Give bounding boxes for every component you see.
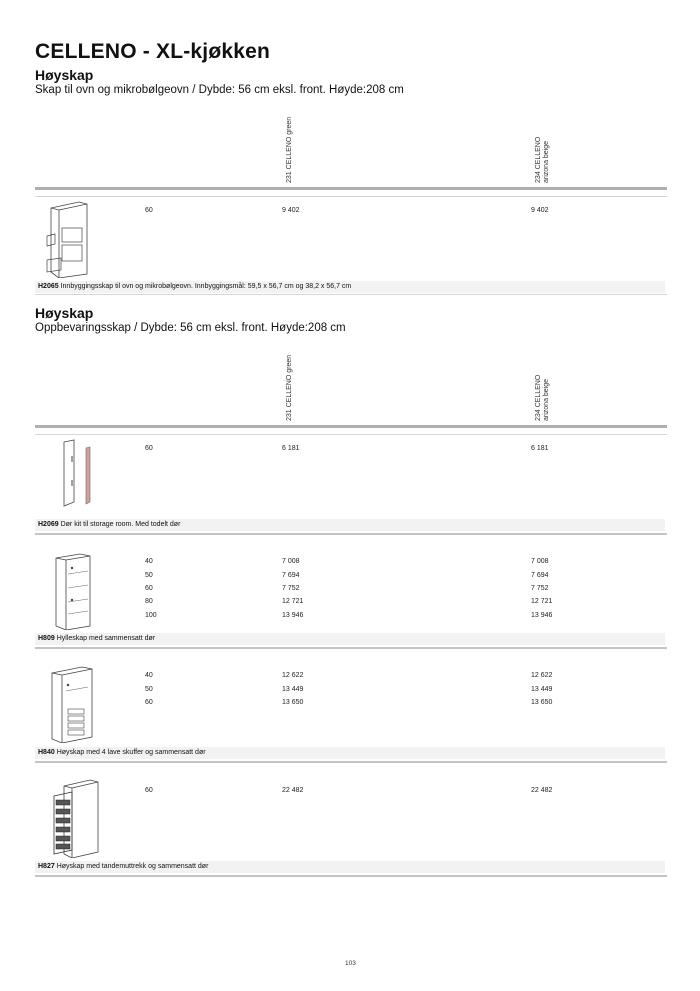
price-beige: 22 482: [531, 787, 553, 794]
column-header-beige: 234 CELLENO arizona beige: [535, 374, 550, 421]
door-kit-icon: [60, 438, 100, 513]
price-green: 7 694: [282, 572, 300, 579]
page-number: 103: [345, 960, 356, 967]
price-green: 13 650: [282, 699, 304, 706]
price-beige: 12 622: [531, 672, 553, 679]
width-value: 60: [145, 207, 153, 214]
column-header-green: 231 CELLENO green: [286, 116, 293, 183]
item-caption: [35, 281, 665, 293]
width-value: 50: [145, 686, 153, 693]
section-subtitle: Skap til ovn og mikrobølgeovn / Dybde: 56 cm eksl. front. Høyde:208 cm: [35, 84, 404, 96]
item-rule: [35, 761, 667, 763]
column-header-green: 231 CELLENO green: [286, 354, 293, 421]
price-green: 7 752: [282, 585, 300, 592]
price-beige: 13 650: [531, 699, 553, 706]
item-description: Hylleskap med sammensatt dør: [56, 635, 156, 642]
item-description: Høyskap med tandemuttrekk og sammensatt dør: [56, 863, 209, 870]
shelf-cabinet-icon: [50, 552, 95, 635]
section-subtitle: Oppbevaringsskap / Dybde: 56 cm eksl. front. Høyde:208 cm: [35, 322, 346, 334]
item-caption: [35, 747, 665, 759]
item-description: Høyskap med 4 lave skuffer og sammensatt dør: [56, 749, 206, 756]
drawer-tall-cabinet-icon: [48, 665, 98, 748]
width-value: 60: [145, 445, 153, 452]
table-rule: [35, 196, 667, 197]
width-value: 40: [145, 672, 153, 679]
price-green: 22 482: [282, 787, 304, 794]
oven-microwave-tall-cabinet-icon: [45, 200, 90, 283]
item-description: Dør kit til storage room. Med todelt dør: [60, 521, 181, 528]
item-caption: [35, 861, 665, 873]
item-rule: [35, 647, 667, 649]
item-caption: [35, 519, 665, 531]
item-code: H840: [38, 749, 55, 756]
section-title: Høyskap: [35, 305, 94, 321]
width-value: 60: [145, 699, 153, 706]
price-green: 9 402: [282, 207, 300, 214]
price-green: 7 008: [282, 558, 300, 565]
page-title: CELLENO - XL-kjøkken: [35, 40, 271, 63]
item-description: Innbyggingsskap til ovn og mikrobølgeovn. Innbyggingsmål: 59,5 x 56,7 cm og 38,2 x 56,7 cm: [60, 283, 352, 290]
price-green: 13 449: [282, 686, 304, 693]
price-beige: 12 721: [531, 598, 553, 605]
table-header-rule: [35, 425, 667, 428]
width-value: 60: [145, 787, 153, 794]
price-green: 12 622: [282, 672, 304, 679]
price-green: 12 721: [282, 598, 304, 605]
price-beige: 13 946: [531, 612, 553, 619]
price-beige: 7 752: [531, 585, 549, 592]
item-rule: [35, 875, 667, 877]
price-beige: 9 402: [531, 207, 549, 214]
price-beige: 6 181: [531, 445, 549, 452]
item-code: H827: [38, 863, 55, 870]
item-code: H2065: [38, 283, 59, 290]
price-green: 13 946: [282, 612, 304, 619]
price-beige: 7 694: [531, 572, 549, 579]
table-header-rule: [35, 187, 667, 190]
item-code: H2069: [38, 521, 59, 528]
table-rule: [35, 434, 667, 435]
width-value: 40: [145, 558, 153, 565]
item-rule: [35, 294, 667, 295]
item-caption: [35, 633, 665, 645]
price-beige: 7 008: [531, 558, 549, 565]
column-header-beige: 234 CELLENO arizona beige: [535, 136, 550, 183]
pullout-tall-cabinet-icon: [50, 778, 100, 863]
price-green: 6 181: [282, 445, 300, 452]
width-value: 60: [145, 585, 153, 592]
width-value: 100: [145, 612, 157, 619]
width-value: 50: [145, 572, 153, 579]
section-title: Høyskap: [35, 67, 94, 83]
width-value: 80: [145, 598, 153, 605]
item-rule: [35, 533, 667, 535]
price-beige: 13 449: [531, 686, 553, 693]
item-code: H809: [38, 635, 55, 642]
